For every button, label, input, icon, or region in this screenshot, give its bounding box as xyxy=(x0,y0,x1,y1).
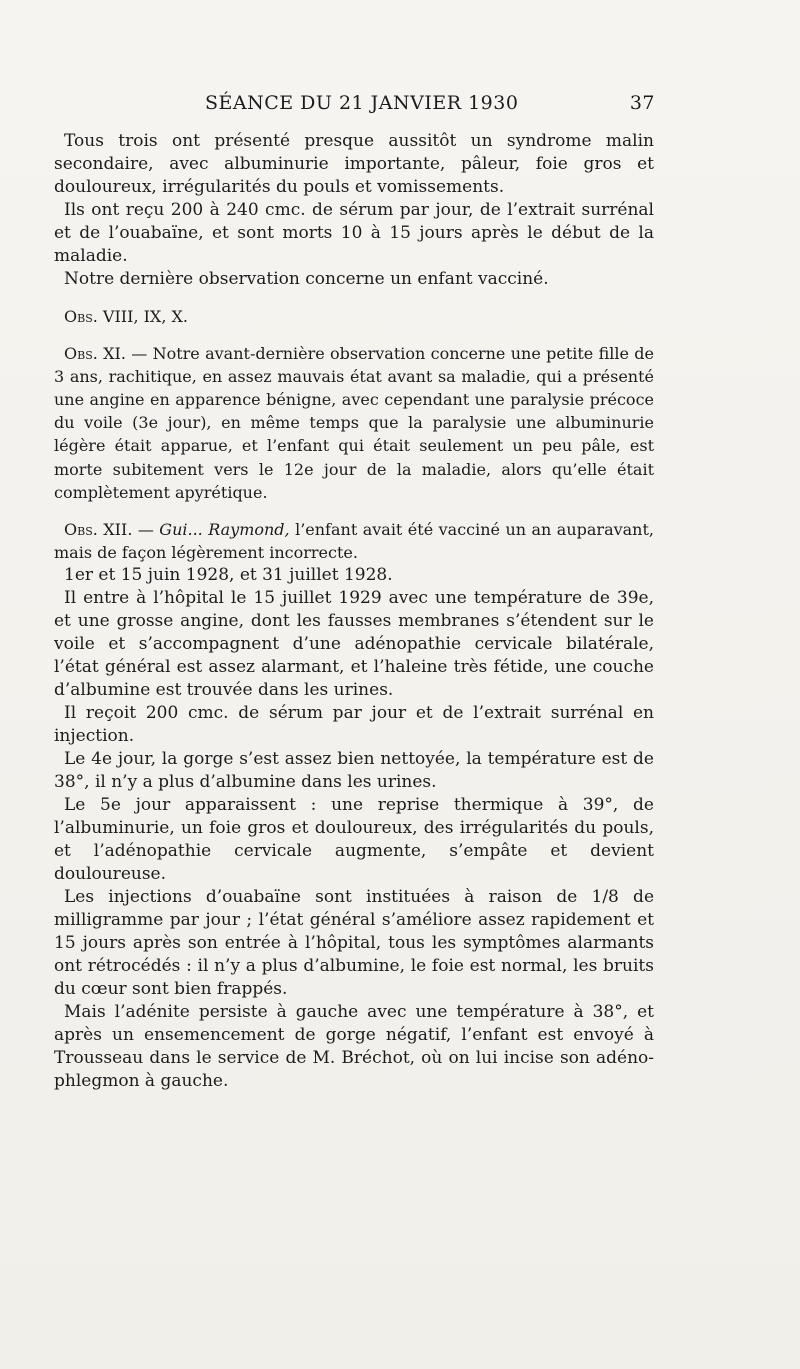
obs-text: XI. — Notre avant-dernière observation concerne une petite fille de 3 ans, rachitique, en assez mauvais état avant sa maladie, qui a présenté une angine en apparence bénigne, avec cependant une paralysie précoce du voile (3e jour), en même temps que la paralysie une albuminurie légère était apparue, et l’enfant qui était seulement un peu pâle, est morte subitement vers le 12e jour de la maladie, alors qu’elle était complètement apyrétique. xyxy=(54,344,654,502)
paragraph-day-5: Le 5e jour apparaissent : une reprise thermique à 39°, de l’albuminurie, un foie gros et douloureux, des irrégularités du pouls, et l’adénopathie cervicale augmente, s’empâte et devient douloureuse. xyxy=(54,794,654,884)
paragraph-treatment: Ils ont reçu 200 à 240 cmc. de sérum par jour, de l’extrait surrénal et de l’ouabaïne, et sont morts 10 à 15 jours après le début de la maladie. xyxy=(54,200,654,266)
obs-label: Obs. xyxy=(64,344,98,364)
paragraph-final: Mais l’adénite persiste à gauche avec une température à 38°, et après un ensemencement de gorge négatif, l’enfant est envoyé à Trousseau dans le service de M. Bréchot, où on lui incise son adéno-phlegmon à gauche. xyxy=(54,1001,654,1091)
obs-label: Obs. xyxy=(64,307,98,326)
obs-label: Obs. xyxy=(64,519,98,539)
header-title: SÉANCE DU 21 JANVIER 1930 xyxy=(205,92,519,114)
paragraph-injections: Les injections d’ouabaïne sont instituées à raison de 1/8 de milligramme par jour ; l’état général s’améliore assez rapidement et 15 jours après son entrée à l’hôpital, tous les symptômes alarmants ont rétrocédés : il n’y a plus d’albumine, le foie est normal, les bruits du cœur sont bien frappés. xyxy=(54,886,654,999)
patient-name: Gui... Raymond, xyxy=(159,519,290,539)
obs-text: l’enfant avait été vacciné un an auparavant, mais de façon légèrement incorrecte. xyxy=(54,519,655,562)
paragraph-last-observation: Notre dernière observation concerne un enfant vacciné. xyxy=(64,269,549,289)
paragraph-symptoms: Tous trois ont présenté presque aussitôt un syndrome malin secondaire, avec albuminurie importante, pâleur, foie gros et douloureux, irrégularités du pouls et vomissements. xyxy=(54,131,654,197)
body-text xyxy=(54,130,654,1093)
page-number: 37 xyxy=(629,92,655,114)
paragraph-serum: Il reçoit 200 cmc. de sérum par jour et de l’extrait surrénal en injection. xyxy=(54,702,654,746)
vaccination-dates: 1er et 15 juin 1928, et 31 juillet 1928. xyxy=(64,564,393,585)
obs-11 xyxy=(54,342,654,504)
obs-12 xyxy=(54,518,654,564)
running-header xyxy=(205,92,655,114)
obs-8-10 xyxy=(54,305,654,328)
paragraph-admission: Il entre à l’hôpital le 15 juillet 1929 avec une température de 39e, et une grosse angine, dont les fausses membranes s’étendent sur le voile et s’accompagnent d’une adénopathie cervicale bilatérale, l’état général est assez alarmant, et l’haleine très fétide, une couche d’albumine est trouvée dans les urines. xyxy=(54,587,654,700)
paragraph-day-4: Le 4e jour, la gorge s’est assez bien nettoyée, la température est de 38°, il n’y a plus d’albumine dans les urines. xyxy=(54,748,654,792)
obs-prefix: XII. — xyxy=(103,519,160,539)
obs-text: VIII, IX, X. xyxy=(102,307,188,326)
